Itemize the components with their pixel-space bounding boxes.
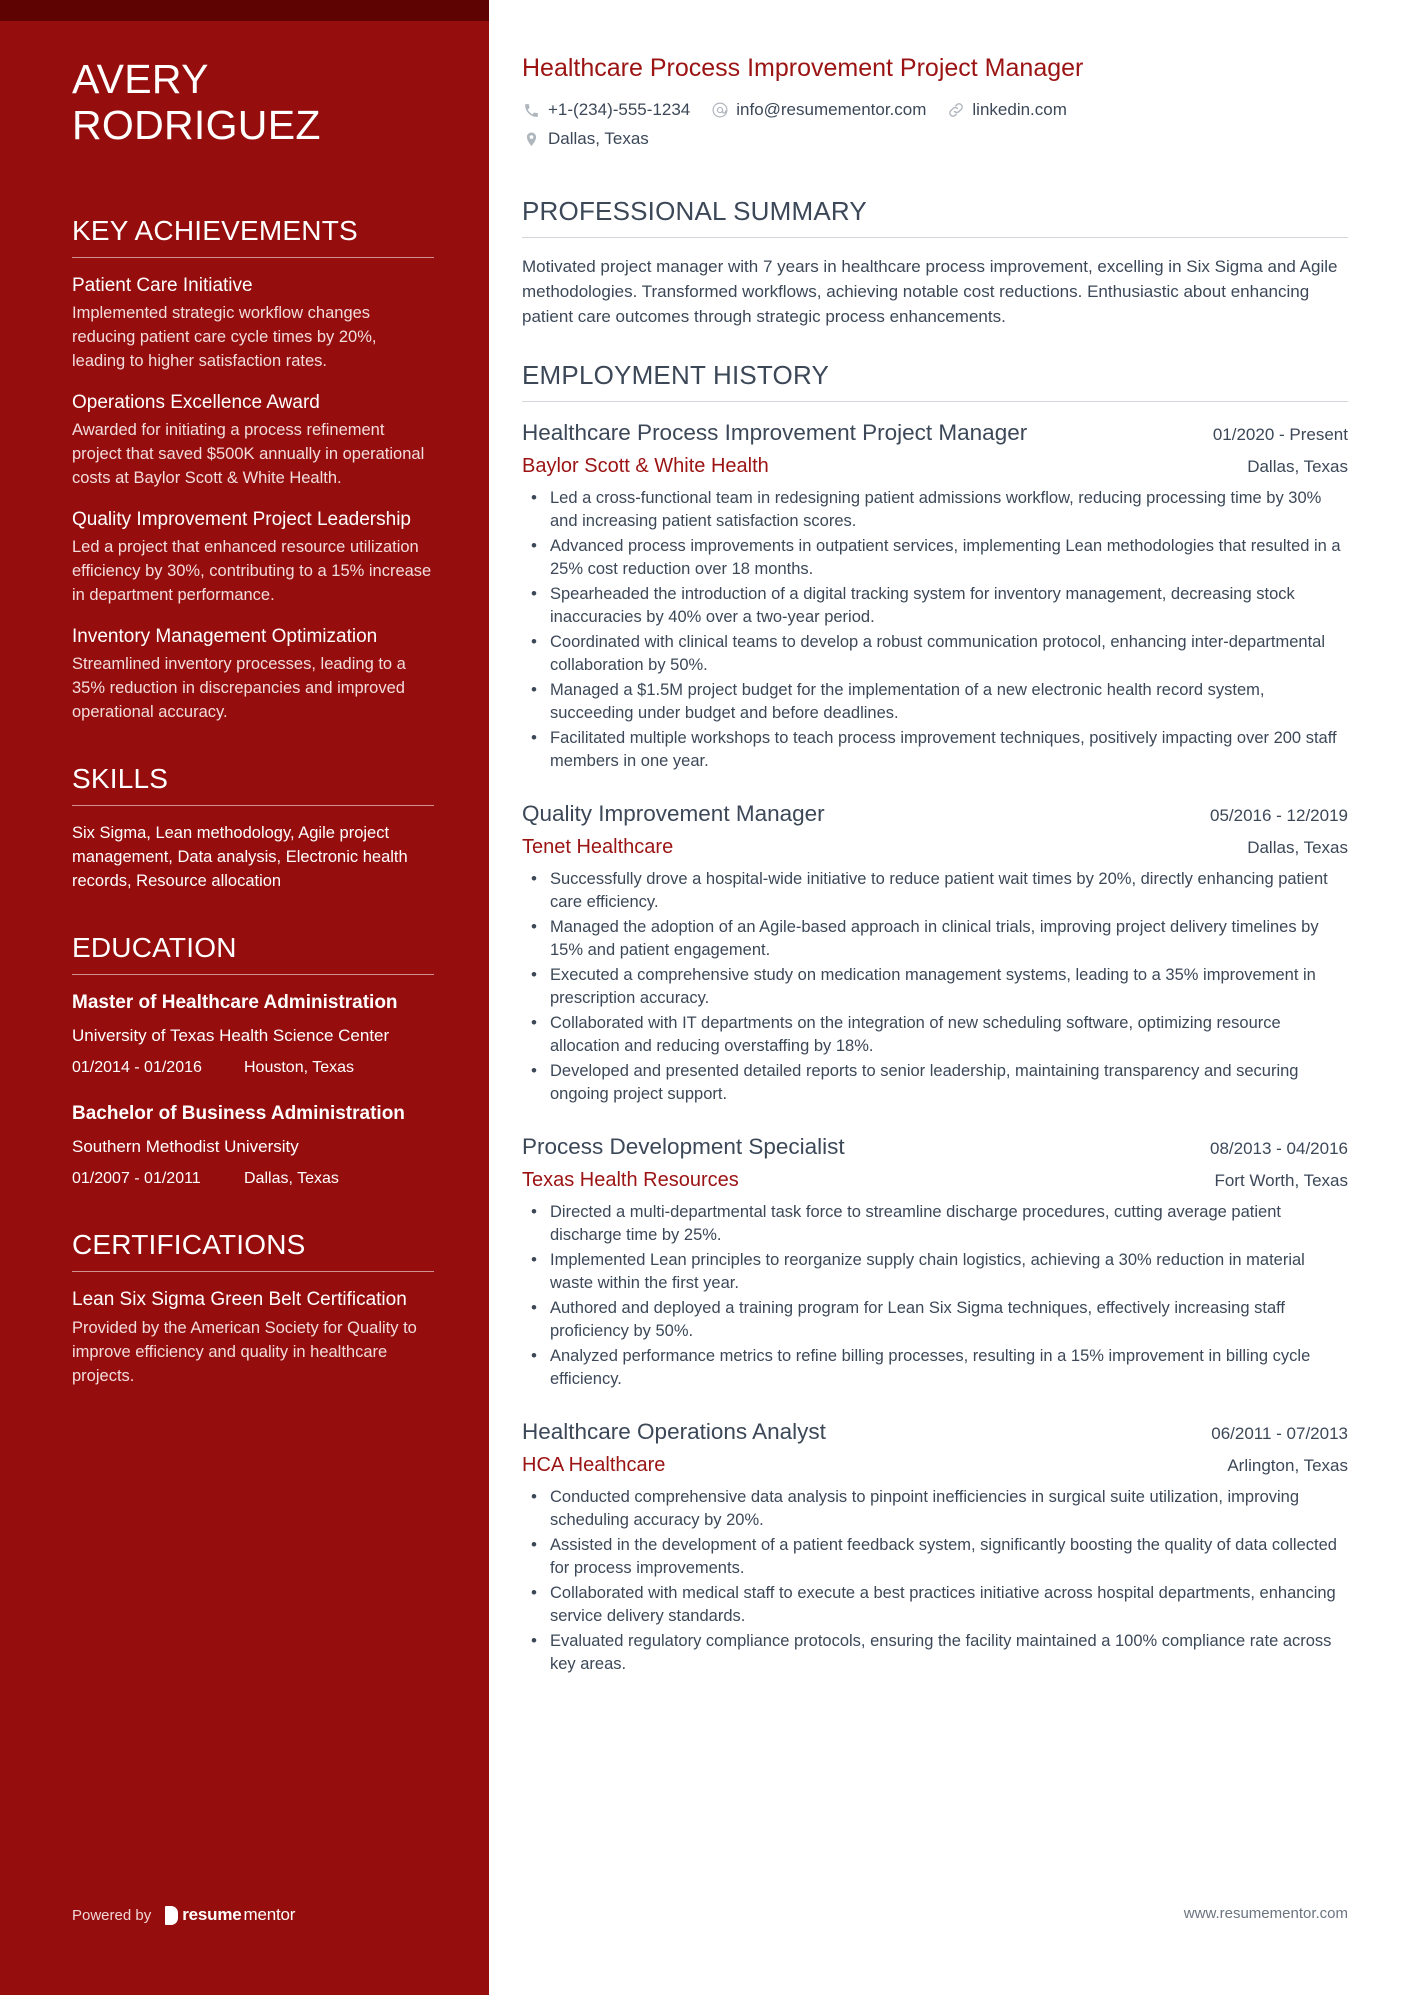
divider (72, 257, 434, 258)
employment-company: HCA Healthcare (522, 1454, 666, 1476)
education-location: Dallas, Texas (244, 1170, 339, 1187)
education-meta (72, 1168, 434, 1190)
employment-header (522, 1132, 1348, 1164)
brand-name-bold: resume (182, 1905, 242, 1924)
employment-role: Healthcare Operations Analyst (522, 1419, 826, 1444)
employment-location: Dallas, Texas (1247, 457, 1348, 476)
employment-entry (522, 799, 1348, 1106)
employment-dates: 01/2020 - Present (1212, 425, 1348, 444)
achievement-title: Inventory Management Optimization (72, 626, 378, 647)
bullet-item: • Led a cross-functional team in redesigning patient admissions workflow, reducing processing time by 30% and increasing patient satisfaction scores. (522, 487, 1348, 533)
employment-bullets (522, 1201, 1348, 1391)
phone-icon (522, 101, 541, 120)
bullet-item: • Executed a comprehensive study on medication management systems, leading to a 35% improvement in prescription accuracy. (522, 964, 1348, 1010)
bullet-item: • Evaluated regulatory compliance protocols, ensuring the facility maintained a 100% compliance rate across key areas. (522, 1630, 1348, 1676)
contact-info (522, 98, 1348, 151)
employment-bullets (522, 487, 1348, 773)
divider (72, 1271, 434, 1272)
employment-entry (522, 418, 1348, 773)
achievement-item (72, 507, 434, 607)
section-key-achievements (72, 214, 434, 724)
employment-header (522, 418, 1348, 450)
contact-email[interactable] (710, 98, 926, 122)
contact-linkedin[interactable] (946, 98, 1067, 122)
education-location: Houston, Texas (244, 1059, 354, 1076)
bullet-item: • Implemented Lean principles to reorganize supply chain logistics, achieving a 30% reduction in material waste within the first year. (522, 1249, 1348, 1295)
employment-subheader (522, 452, 1348, 481)
bullet-item: • Conducted comprehensive data analysis to pinpoint inefficiencies in surgical suite utilization, improving scheduling accuracy by 20%. (522, 1486, 1348, 1532)
section-certifications (72, 1228, 434, 1388)
section-employment-history (522, 359, 1348, 1676)
certification-description: Provided by the American Society for Quality to improve efficiency and quality in healthcare projects. (72, 1319, 417, 1385)
skills-list: Six Sigma, Lean methodology, Agile project management, Data analysis, Electronic health records, Resource allocation (72, 824, 408, 890)
employment-location: Arlington, Texas (1227, 1456, 1348, 1475)
employment-role: Healthcare Process Improvement Project Manager (522, 420, 1028, 445)
employment-company: Baylor Scott & White Health (522, 455, 769, 477)
achievement-description: Led a project that enhanced resource utilization efficiency by 30%, contributing to a 15% increase in department performance. (72, 538, 432, 604)
key-achievements-heading: KEY ACHIEVEMENTS (72, 215, 358, 246)
professional-summary-heading: PROFESSIONAL SUMMARY (522, 196, 867, 226)
employment-company: Tenet Healthcare (522, 836, 674, 858)
divider (522, 401, 1348, 402)
certifications-heading: CERTIFICATIONS (72, 1229, 306, 1260)
bullet-item: • Successfully drove a hospital-wide initiative to reduce patient wait times by 20%, directly enhancing patient care efficiency. (522, 868, 1348, 914)
achievement-title: Quality Improvement Project Leadership (72, 509, 411, 530)
section-education (72, 931, 434, 1190)
contact-phone[interactable] (522, 98, 690, 122)
location-pin-icon (522, 130, 541, 149)
certification-item (72, 1287, 434, 1388)
sidebar-content (0, 21, 489, 1426)
bullet-item: • Analyzed performance metrics to refine billing processes, resulting in a 15% improvement in billing cycle efficiency. (522, 1345, 1348, 1391)
link-icon (946, 101, 965, 120)
education-degree: Master of Healthcare Administration (72, 992, 398, 1013)
employment-bullets (522, 868, 1348, 1106)
employment-history-heading: EMPLOYMENT HISTORY (522, 360, 830, 390)
bullet-item: • Collaborated with medical staff to execute a best practices initiative across hospital departments, enhancing service delivery standards. (522, 1582, 1348, 1628)
employment-dates: 08/2013 - 04/2016 (1209, 1139, 1348, 1158)
divider (72, 805, 434, 806)
powered-by-label: Powered by (72, 1906, 152, 1924)
skills-heading: SKILLS (72, 763, 169, 794)
employment-role: Quality Improvement Manager (522, 801, 825, 826)
employment-role: Process Development Specialist (522, 1134, 845, 1159)
employment-location: Dallas, Texas (1247, 838, 1348, 857)
achievement-title: Operations Excellence Award (72, 392, 320, 413)
education-school: University of Texas Health Science Center (72, 1026, 390, 1045)
contact-linkedin-value: linkedin.com (972, 100, 1067, 119)
divider (72, 974, 434, 975)
bullet-item: • Advanced process improvements in outpatient services, implementing Lean methodologies that resulted in a 25% cost reduction over 18 months. (522, 535, 1348, 581)
sidebar (0, 0, 489, 1995)
resumementor-logo-icon (165, 1906, 178, 1925)
footer-website-url: www.resumementor.com (1183, 1905, 1348, 1922)
education-degree: Bachelor of Business Administration (72, 1103, 405, 1124)
bullet-item: • Spearheaded the introduction of a digital tracking system for inventory management, decreasing stock inaccuracies by 40% over a two-year period. (522, 583, 1348, 629)
employment-dates: 06/2011 - 07/2013 (1211, 1424, 1348, 1443)
achievement-item (72, 624, 434, 724)
contact-row-secondary (522, 127, 1348, 151)
education-item (72, 1101, 434, 1190)
employment-subheader (522, 1451, 1348, 1480)
sidebar-top-accent-bar (0, 0, 489, 21)
achievement-description: Awarded for initiating a process refinement project that saved $500K annually in operational costs at Baylor Scott & White Health. (72, 421, 425, 487)
candidate-last-name: RODRIGUEZ (72, 102, 321, 148)
bullet-item: • Collaborated with IT departments on the integration of new scheduling software, optimizing resource allocation and reducing overstaffing by 18%. (522, 1012, 1348, 1058)
resumementor-logo (165, 1905, 295, 1925)
employment-subheader (522, 1166, 1348, 1195)
candidate-first-name: AVERY (72, 56, 209, 102)
bullet-item: • Facilitated multiple workshops to teach process improvement techniques, positively impacting over 200 staff members in one year. (522, 727, 1348, 773)
employment-bullets (522, 1486, 1348, 1676)
certification-title: Lean Six Sigma Green Belt Certification (72, 1289, 407, 1310)
contact-row-primary (522, 98, 1348, 122)
section-professional-summary (522, 195, 1348, 329)
education-meta (72, 1057, 434, 1079)
section-skills (72, 762, 434, 893)
education-school: Southern Methodist University (72, 1137, 299, 1156)
employment-entry (522, 1417, 1348, 1676)
divider (522, 237, 1348, 238)
candidate-name (72, 56, 434, 148)
professional-summary-text: Motivated project manager with 7 years in healthcare process improvement, excelling in Six Sigma and Agile methodologies. Transformed workflows, achieving notable cost reductions. Enthusiastic about enhancing patient care outcomes through strategic process enhancements. (522, 257, 1338, 326)
achievement-title: Patient Care Initiative (72, 275, 253, 296)
achievement-item (72, 390, 434, 490)
employment-subheader (522, 833, 1348, 862)
education-dates: 01/2014 - 01/2016 (72, 1059, 202, 1076)
main-column (489, 0, 1410, 1995)
bullet-item: • Coordinated with clinical teams to develop a robust communication protocol, enhancing inter-departmental collaboration by 50%. (522, 631, 1348, 677)
email-icon (710, 101, 729, 120)
employment-dates: 05/2016 - 12/2019 (1209, 806, 1348, 825)
bullet-item: • Developed and presented detailed reports to senior leadership, maintaining transparency and securing ongoing project support. (522, 1060, 1348, 1106)
bullet-item: • Directed a multi-departmental task force to streamline discharge procedures, cutting average patient discharge time by 25%. (522, 1201, 1348, 1247)
bullet-item: • Assisted in the development of a patient feedback system, significantly boosting the quality of data collected for process improvements. (522, 1534, 1348, 1580)
contact-location-value: Dallas, Texas (548, 129, 649, 148)
employment-header (522, 799, 1348, 831)
achievement-description: Implemented strategic workflow changes reducing patient care cycle times by 20%, leading to higher satisfaction rates. (72, 304, 377, 370)
employment-entry (522, 1132, 1348, 1391)
bullet-item: • Managed the adoption of an Agile-based approach in clinical trials, improving project delivery timelines by 15% and patient engagement. (522, 916, 1348, 962)
achievement-description: Streamlined inventory processes, leading to a 35% reduction in discrepancies and improved operational accuracy. (72, 655, 406, 721)
contact-phone-value: +1-(234)-555-1234 (548, 100, 691, 119)
powered-by-footer (72, 1905, 295, 1925)
bullet-item: • Managed a $1.5M project budget for the implementation of a new electronic health record system, succeeding under budget and before deadlines. (522, 679, 1348, 725)
achievement-item (72, 273, 434, 373)
education-dates: 01/2007 - 01/2011 (72, 1170, 201, 1187)
employment-company: Texas Health Resources (522, 1169, 739, 1191)
contact-location (522, 127, 649, 151)
bullet-item: • Authored and deployed a training program for Lean Six Sigma techniques, effectively increasing staff proficiency by 50%. (522, 1297, 1348, 1343)
employment-location: Fort Worth, Texas (1214, 1171, 1348, 1190)
education-heading: EDUCATION (72, 932, 237, 963)
education-item (72, 990, 434, 1079)
contact-email-value: info@resumementor.com (736, 100, 927, 119)
employment-header (522, 1417, 1348, 1449)
headline-title: Healthcare Process Improvement Project Manager (522, 54, 1084, 82)
brand-name-light: mentor (243, 1905, 296, 1924)
